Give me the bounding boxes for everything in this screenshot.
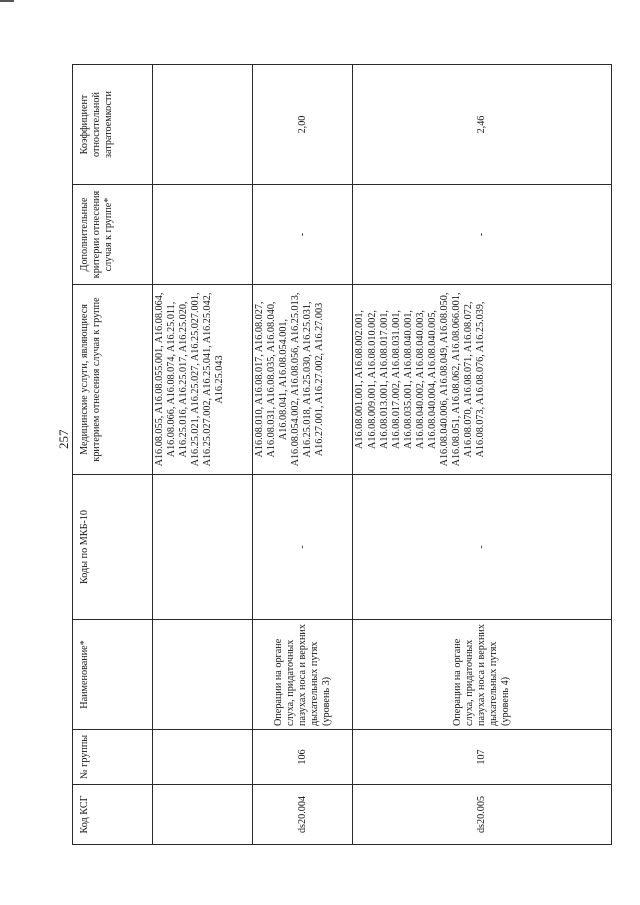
cell-code bbox=[153, 785, 253, 845]
cell-mkb: - bbox=[253, 475, 353, 620]
rotated-table-container bbox=[72, 65, 612, 845]
header-ksg-code: Код КСГ bbox=[73, 785, 153, 845]
cell-name bbox=[153, 620, 253, 730]
header-extra-criteria: Дополнительные критерии отнесения случая к группе* bbox=[73, 185, 153, 285]
cell-extra: - bbox=[253, 185, 353, 285]
cell-services: A16.08.055, A16.08.055.001, A16.08.064, A16.08.066, A16.08.074, A16.25.011, A16.25.016, A16.25.017, A16.25.020, A16.25.021, A16.25.027, A16.25.027.001, A16.25.027.002, A16.25.041, A16.25.042, A16.25.043 bbox=[153, 285, 253, 475]
scan-artifact bbox=[0, 0, 14, 2]
page-number: 257 bbox=[56, 429, 71, 449]
header-medical-services: Медицинские услуги, являющиеся критерием отнесения случая к группе bbox=[73, 285, 153, 475]
cell-services: A16.08.001.001, A16.08.002.001, A16.08.009.001, A16.08.010.002, A16.08.013.001, A16.08.017.001, A16.08.017.002, A16.08.031.001, A16.08.035.001, A16.08.040.001, A16.08.040.002, A16.08.040.003, A16.08.040.004, A16.08.040.005, A16.08.040.006, A16.08.049, A16.08.050, A16.08.051, A16.08.062, A16.08.066.001, A16.08.070, A16.08.071, A16.08.072, A16.08.073, A16.08.076, A16.25.039, bbox=[353, 285, 612, 475]
header-group-number: № группы bbox=[73, 730, 153, 785]
cell-code: ds20.005 bbox=[353, 785, 612, 845]
table-row bbox=[353, 65, 612, 845]
cell-coef: 2,00 bbox=[253, 65, 353, 185]
cell-group: 107 bbox=[353, 730, 612, 785]
cell-services: A16.08.010, A16.08.017, A16.08.027, A16.08.031, A16.08.035, A16.08.040, A16.08.041, A16.08.054.001, A16.08.054.002, A16.08.056, A16.25.013, A16.25.018, A16.25.030, A16.25.031, A16.27.001, A16.27.002, A16.27.003 bbox=[253, 285, 353, 475]
cell-extra: - bbox=[353, 185, 612, 285]
cell-name: Операции на органе слуха, придаточных пазухах носа и верхних дыхательных путях (уровень 4) bbox=[353, 620, 612, 730]
cell-mkb bbox=[153, 475, 253, 620]
cell-coef: 2,46 bbox=[353, 65, 612, 185]
header-name: Наименование* bbox=[73, 620, 153, 730]
table-row bbox=[253, 65, 353, 845]
table-header-row bbox=[73, 65, 153, 845]
cell-extra bbox=[153, 185, 253, 285]
cell-mkb: - bbox=[353, 475, 612, 620]
ksg-table bbox=[72, 64, 612, 845]
cell-coef bbox=[153, 65, 253, 185]
header-coefficient: Коэффициент относительной затратоемкости bbox=[73, 65, 153, 185]
cell-group bbox=[153, 730, 253, 785]
cell-name: Операции на органе слуха, придаточных пазухах носа и верхних дыхательных путях (уровень 3) bbox=[253, 620, 353, 730]
header-mkb-codes: Коды по МКБ-10 bbox=[73, 475, 153, 620]
cell-code: ds20.004 bbox=[253, 785, 353, 845]
cell-group: 106 bbox=[253, 730, 353, 785]
table-row bbox=[153, 65, 253, 845]
